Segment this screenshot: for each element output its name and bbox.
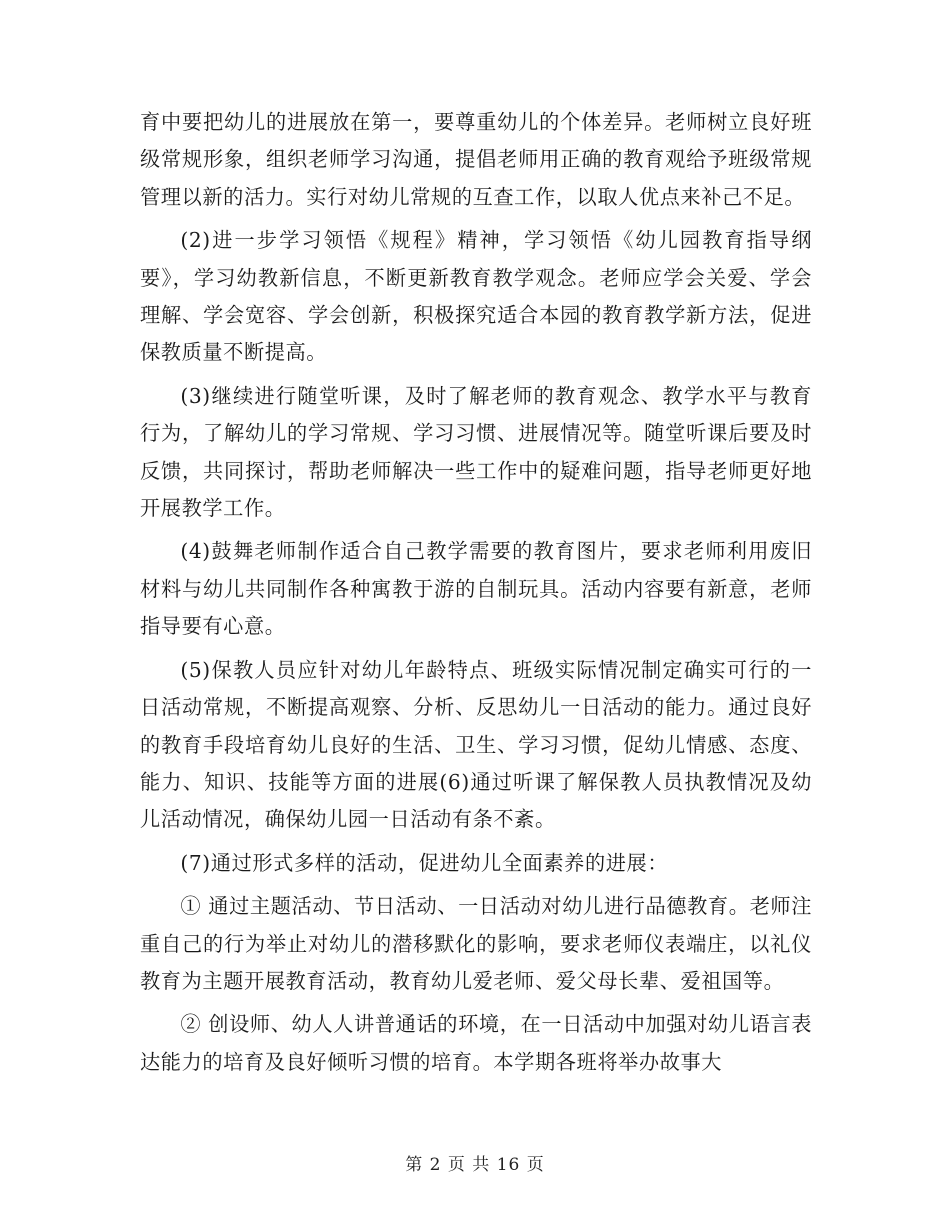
page-body: [140, 104, 812, 1087]
paragraph-item-7: (7)通过形式多样的活动，促进幼儿全面素养的进展：: [180, 850, 669, 875]
paragraph-item-2: (2)进一步学习领悟《规程》精神，学习领悟《幼儿园教育指导纲要》，学习幼教新信息，不断更新教育教学观念。老师应学会关爱、学会理解、学会宽容、学会创新，积极探究适合本园的教育教学新方法，促进保教质量不断提高。: [140, 228, 812, 365]
paragraph-item-3: (3)继续进行随堂听课，及时了解老师的教育观念、教学水平与教育行为，了解幼儿的学习常规、学习习惯、进展情况等。随堂听课后要及时反馈，共同探讨，帮助老师解决一些工作中的疑难问题，指导老师更好地开展教学工作。: [140, 383, 812, 521]
page-number-footer: 第 2 页 共 16 页: [405, 1155, 545, 1175]
paragraph-item-5: (5)保教人员应针对幼儿年龄特点、班级实际情况制定确实可行的一日活动常规，不断提高观察、分析、反思幼儿一日活动的能力。通过良好的教育手段培育幼儿良好的生活、卫生、学习习惯，促幼儿情感、态度、能力、知识、技能等方面的进展(6)通过听课了解保教人员执教情况及幼儿活动情况，确保幼儿园一日活动有条不紊。: [140, 657, 812, 832]
paragraph-subitem-2: ② 创设师、幼人人讲普通话的环境，在一日活动中加强对幼儿语言表达能力的培育及良好倾听习惯的培育。本学期各班将举办故事大: [140, 1012, 812, 1074]
paragraph-continued: 育中要把幼儿的进展放在第一，要尊重幼儿的个体差异。老师树立良好班级常规形象，组织老师学习沟通，提倡老师用正确的教育观给予班级常规管理以新的活力。实行对幼儿常规的互查工作，以取人优点来补己不足。: [140, 110, 812, 209]
paragraph-subitem-1: ① 通过主题活动、节日活动、一日活动对幼儿进行品德教育。老师注重自己的行为举止对幼儿的潜移默化的影响，要求老师仪表端庄，以礼仪教育为主题开展教育活动，教育幼儿爱老师、爱父母长辈、爱祖国等。: [140, 894, 812, 993]
paragraph-item-4: (4)鼓舞老师制作适合自己教学需要的教育图片，要求老师利用废旧材料与幼儿共同制作各种寓教于游的自制玩具。活动内容要有新意，老师指导要有心意。: [140, 539, 812, 639]
